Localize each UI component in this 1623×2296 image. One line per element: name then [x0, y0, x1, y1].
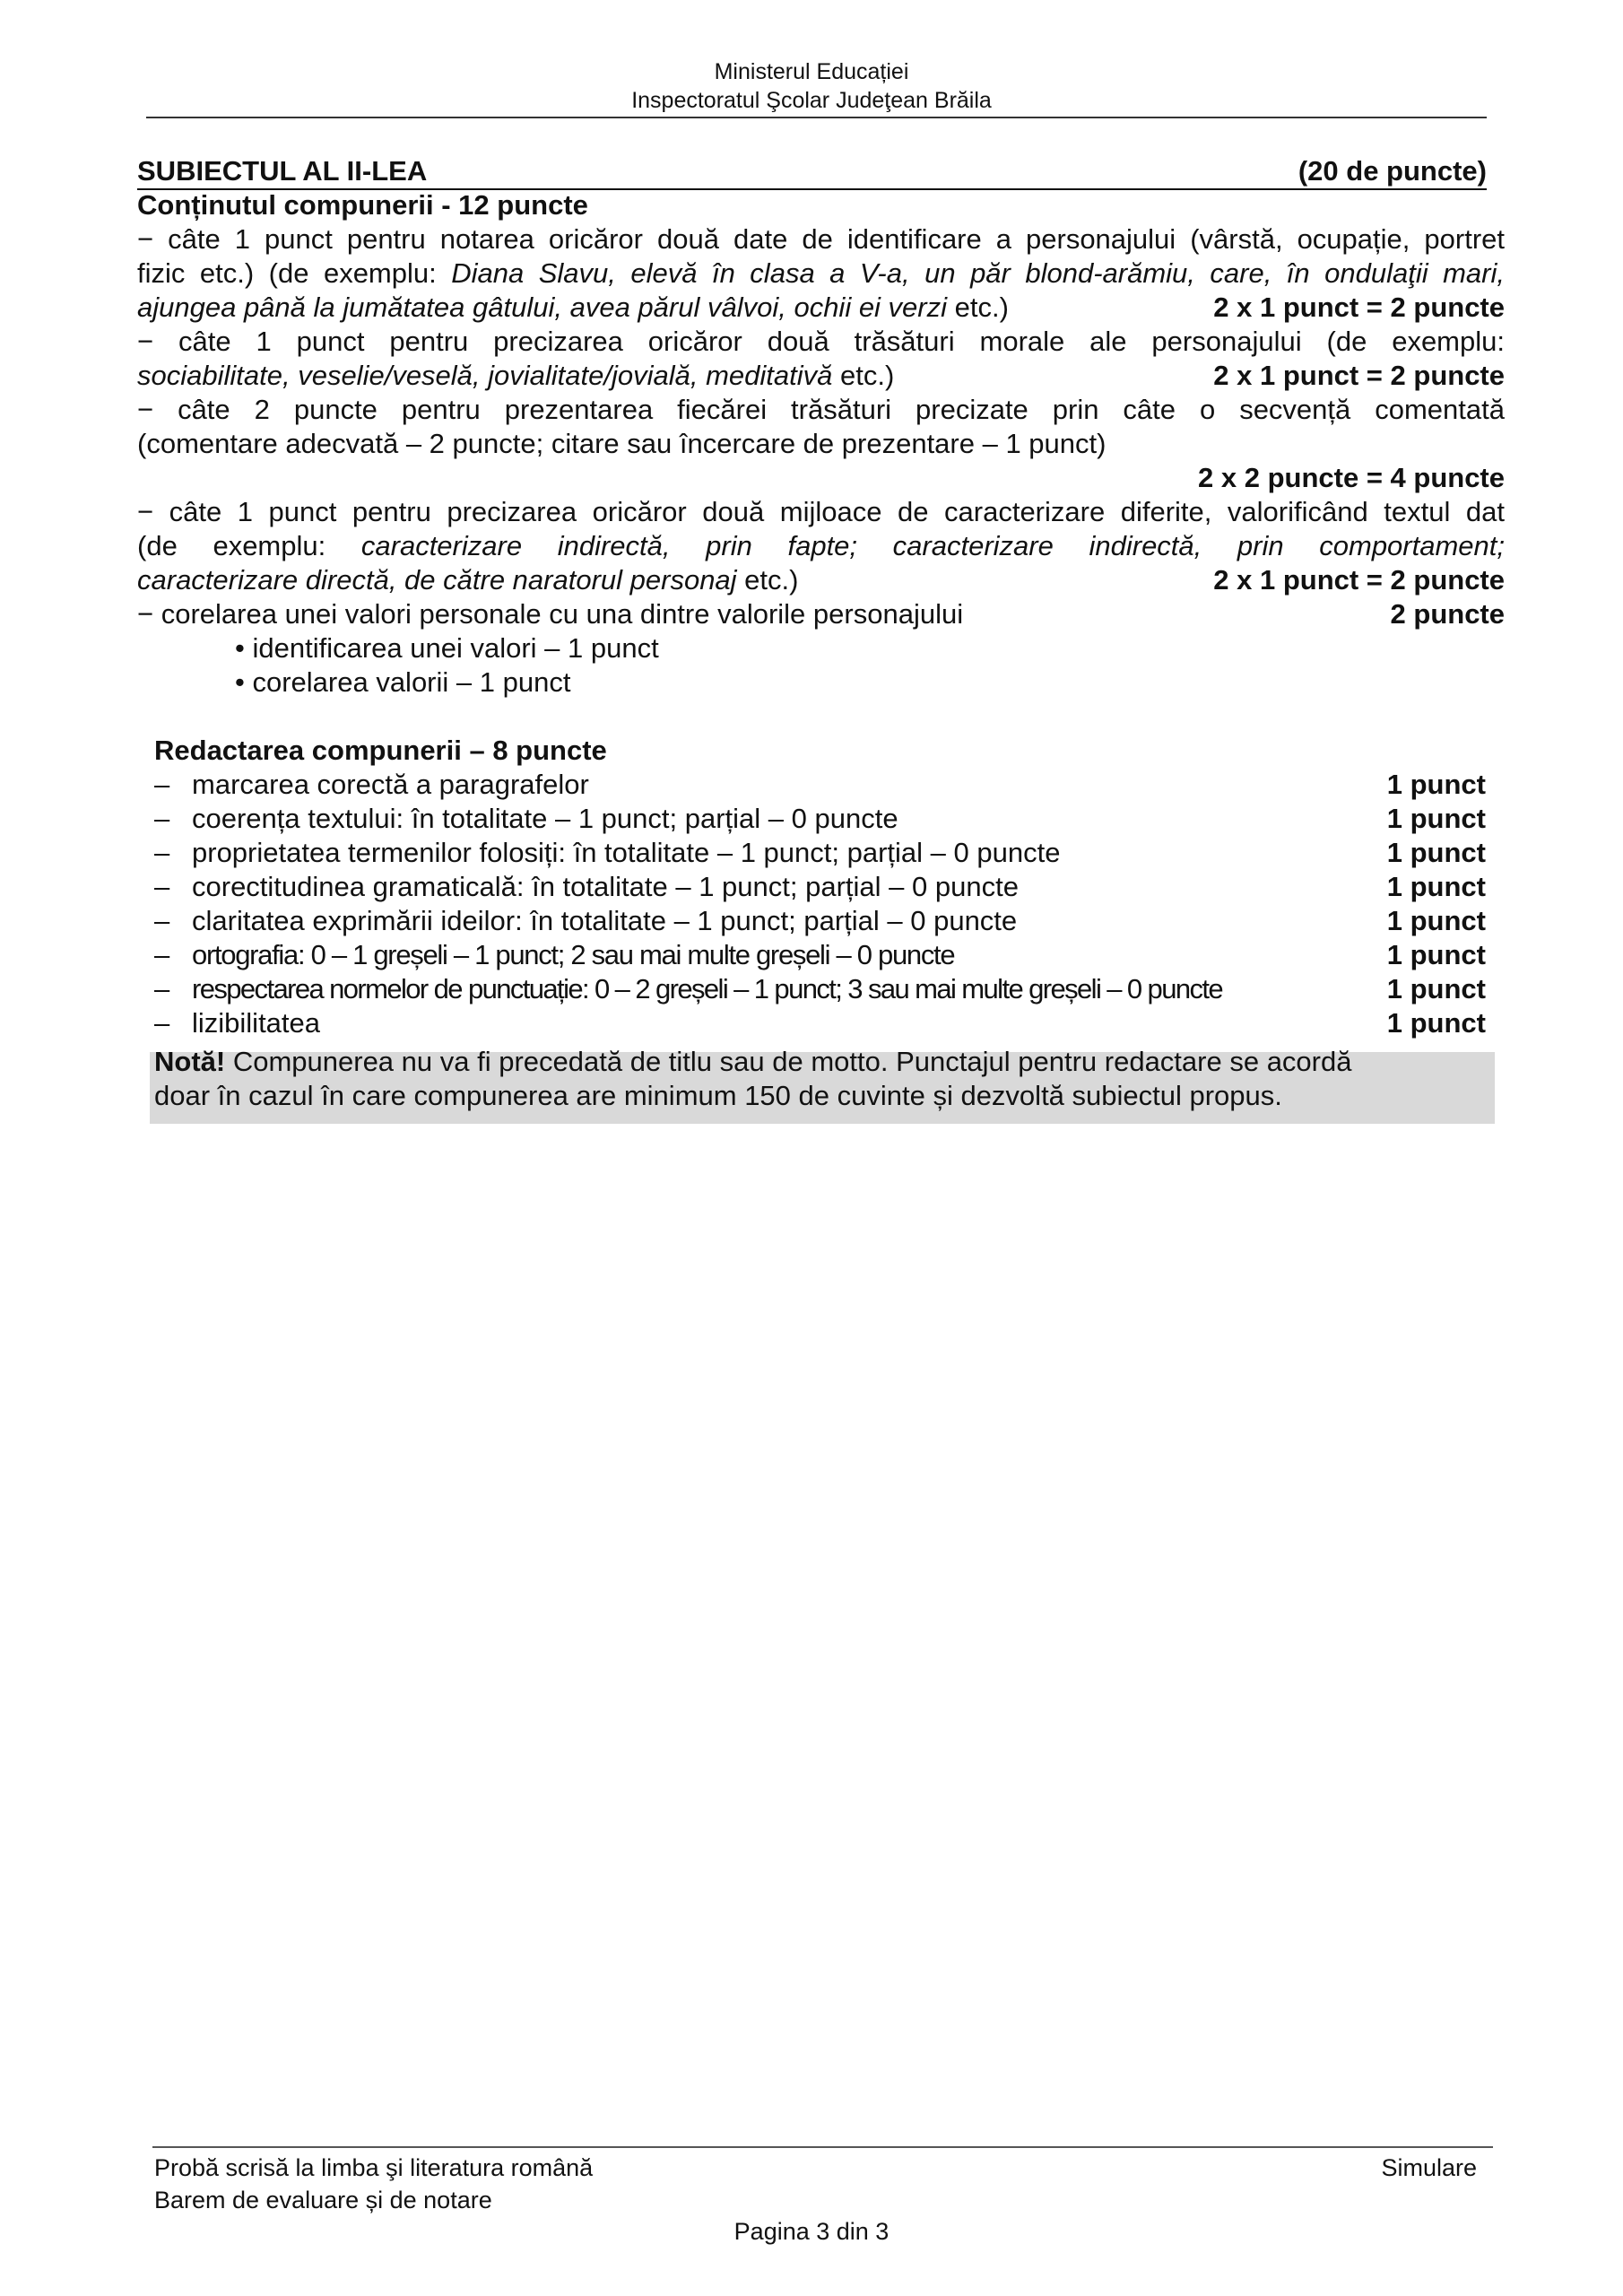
header-divider [146, 117, 1487, 118]
section-title-left: SUBIECTUL AL II-LEA [137, 155, 428, 187]
footer-simulare: Simulare [1381, 2154, 1477, 2181]
content-item-4 [137, 495, 1505, 563]
item2-score: 2 x 1 punct = 2 puncte [1213, 360, 1505, 391]
content-item-2 [137, 325, 1505, 359]
item3-line2: (comentare adecvată – 2 puncte; citare sau încercare de prezentare – 1 punct) [137, 428, 1107, 459]
note-label: Notă! [154, 1046, 226, 1077]
header-ministry: Ministerul Educației [714, 59, 909, 84]
item1-line1: − câte 1 punct pentru notarea oricăror două date de identificare a personajului (vârstă, ocupație, portret [137, 223, 1505, 255]
section-points: (20 de puncte) [1298, 155, 1487, 187]
item5-score: 2 puncte [1390, 598, 1505, 630]
item4-line3: caracterizare directă, de către naratorul personaj etc.) 2 x 1 punct = 2 puncte [137, 564, 1505, 596]
item5-bullet-1: • identificarea unei valori – 1 punct [235, 632, 659, 664]
item2-line2: sociabilitate, veselie/veselă, jovialitate/jovială, meditativă etc.) 2 x 1 punct = 2 puncte [137, 360, 1505, 391]
redactare-heading: Redactarea compunerii – 8 puncte [154, 735, 607, 766]
content-item-5: − corelarea unei valori personale cu una dintre valorile personajului 2 puncte [137, 598, 1505, 630]
footer-divider [152, 2146, 1493, 2148]
footer-exam-title: Probă scrisă la limba şi literatura română [154, 2154, 594, 2181]
page-number: Pagina 3 din 3 [733, 2218, 890, 2245]
note-line-2: doar în cazul în care compunerea are minimum 150 de cuvinte și dezvoltă subiectul propus. [154, 1080, 1282, 1111]
item4-line1: − câte 1 punct pentru precizarea oricăror două mijloace de caracterizare diferite, valorificând textul dat [137, 496, 1505, 527]
item5-bullet-2: • corelarea valorii – 1 punct [235, 666, 571, 698]
item4-line2: (de exemplu: caracterizare indirectă, prin fapte; caracterizare indirectă, prin comportament; [137, 530, 1506, 561]
item2-line1: − câte 1 punct pentru precizarea oricăror două trăsături morale ale personajului (de exemplu: [137, 326, 1505, 357]
item3-score: 2 x 2 puncte = 4 puncte [1198, 462, 1505, 493]
header-inspectorate: Inspectoratul Şcolar Judeţean Brăila [631, 88, 992, 113]
item3-line1: − câte 2 puncte pentru prezentarea fiecărei trăsături precizate prin câte o secvență comentată [137, 394, 1505, 425]
section-title [137, 154, 1487, 190]
note-line-1: Notă! Compunerea nu va fi precedată de titlu sau de motto. Punctajul pentru redactare se acordă [154, 1046, 1352, 1077]
item1-line2: fizic etc.) (de exemplu: Diana Slavu, elevă în clasa a V-a, un păr blond-arămiu, care, în ondulaţii mari, [137, 257, 1505, 289]
footer-barem: Barem de evaluare și de notare [154, 2187, 492, 2213]
item1-line3: ajungea până la jumătatea gâtului, avea părul vâlvoi, ochii ei verzi etc.) 2 x 1 punct = 2 puncte [137, 291, 1505, 323]
content-heading: Conținutul compunerii - 12 puncte [137, 189, 588, 221]
content-item-3 [137, 393, 1505, 427]
content-item-1 [137, 222, 1505, 291]
item4-score: 2 x 1 punct = 2 puncte [1213, 564, 1505, 596]
item1-score: 2 x 1 punct = 2 puncte [1213, 291, 1505, 323]
